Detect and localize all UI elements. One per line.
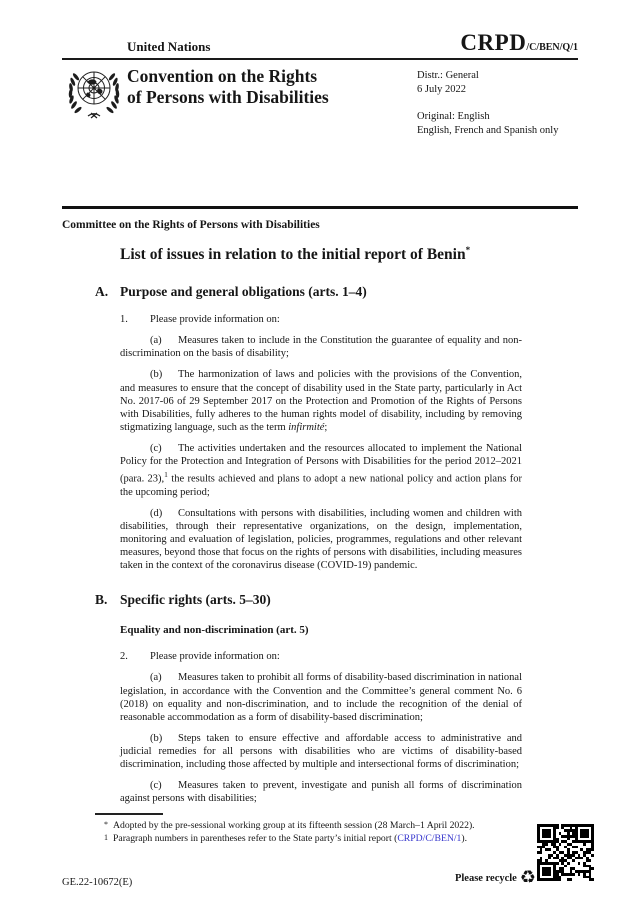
- footnote-text: Adopted by the pre-sessional working group at its fifteenth session (28 March–1 April 2022).: [113, 820, 475, 831]
- item-label: (b): [150, 732, 163, 744]
- paragraph-2b: [120, 732, 522, 771]
- header-rule: [62, 58, 578, 60]
- united-nations-label: United Nations: [127, 39, 211, 54]
- paragraph-number: 2.: [120, 651, 128, 663]
- languages-line: English, French and Spanish only: [417, 124, 559, 136]
- item-text-end: the results achieved and plans to adopt a new national policy and action plans for the upcoming period;: [120, 473, 522, 498]
- item-label: (a): [150, 335, 162, 347]
- paragraph-2: [120, 650, 522, 663]
- footnote-text-pre: Paragraph numbers in parentheses refer to the State party’s initial report (: [113, 833, 398, 844]
- report-symbol-link[interactable]: CRPD/C/BEN/1: [397, 833, 462, 844]
- distribution-info: [417, 69, 558, 137]
- italic-term: infirmité: [288, 421, 325, 433]
- page-title-text: List of issues in relation to the initial report of Benin: [120, 246, 466, 264]
- section-b-paragraphs: [120, 624, 522, 805]
- convention-title: [127, 66, 329, 107]
- footnote-reference: 1: [164, 470, 168, 480]
- convention-title-line1: Convention on the Rights: [127, 66, 318, 86]
- symbol-main: CRPD: [460, 30, 527, 55]
- section-a-heading: [95, 284, 578, 300]
- item-label: (b): [150, 369, 163, 381]
- un-emblem-icon: [61, 63, 127, 129]
- section-b-heading: [95, 592, 578, 608]
- footnote-symbol: *: [104, 820, 108, 829]
- item-text: The harmonization of laws and policies with the provisions of the Convention, and measures to ensure that the concept of disability used in the State party, particularly in Act No. 2017-06 of 29 September 2017 on the Protection and Promotion of the Rights of Persons with Disabilities, fully adheres to the human rights model of disability, including by removing stigmatizing language, such as the term: [120, 369, 522, 433]
- qr-code-icon: [537, 824, 594, 881]
- paragraph-text: Please provide information on:: [150, 651, 280, 663]
- original-language-line: Original: English: [417, 111, 490, 122]
- item-text: Steps taken to ensure effective and affordable access to administrative and judicial remedies for all persons with disabilities who are victims of disability-based discrimination, including those affected by multiple and intersectional forms of discrimination;: [120, 732, 522, 770]
- footnote-star: [95, 819, 531, 832]
- paragraph-2a: [120, 671, 522, 723]
- recycle-icon: ♻: [519, 867, 536, 888]
- footnote-text-post: ).: [461, 833, 468, 844]
- section-a-title: Purpose and general obligations (arts. 1–4): [120, 284, 367, 300]
- paragraph-1d: [120, 507, 522, 572]
- please-recycle: [455, 869, 536, 887]
- footnotes: [95, 819, 531, 845]
- document-number: GE.22-10672(E): [62, 877, 133, 888]
- item-label: (c): [150, 442, 162, 454]
- paragraph-1a: [120, 334, 522, 360]
- section-a-letter: A.: [95, 284, 109, 300]
- convention-title-line2: of Persons with Disabilities: [127, 86, 329, 107]
- recycle-label: Please recycle: [454, 872, 517, 884]
- document-body: [62, 219, 578, 805]
- footnote-1: [95, 832, 531, 845]
- title-footnote-mark: *: [465, 245, 471, 255]
- item-label: (d): [150, 507, 163, 519]
- spacer: [417, 96, 558, 110]
- section-divider-rule: [62, 206, 578, 209]
- paragraph-number: 1.: [120, 314, 128, 326]
- item-label: (a): [150, 672, 162, 684]
- committee-name: Committee on the Rights of Persons with Disabilities: [62, 219, 320, 231]
- distr-line: Distr.: General: [417, 70, 479, 81]
- page-title: [120, 245, 578, 264]
- item-text: Measures taken to include in the Constitution the guarantee of equality and non-discrimination on the basis of disability;: [120, 335, 522, 360]
- section-a-paragraphs: [120, 313, 522, 572]
- item-text: Consultations with persons with disabilities, including women and children with disabilities, through their representative organizations, on the design, implementation, monitoring and evaluation of legislation, policies, programmes, regulations and other relevant measures, beyond those that focus on the rights of persons with disabilities, including measures taken in the context of the coronavirus disease (COVID-19) pandemic.: [120, 507, 522, 572]
- document-symbol: [460, 30, 578, 56]
- paragraph-2c: [120, 779, 522, 805]
- section-b-letter: B.: [95, 592, 108, 608]
- paragraph-1: [120, 313, 522, 326]
- item-label: (c): [150, 780, 162, 792]
- item-text-end: ;: [324, 421, 328, 433]
- footnote-symbol: 1: [104, 833, 108, 842]
- symbol-suffix: /C/BEN/Q/1: [526, 42, 578, 53]
- section-b-title: Specific rights (arts. 5–30): [120, 592, 271, 608]
- item-text: Measures taken to prohibit all forms of disability-based discrimination in national legislation, in accordance with the Convention and the Committee’s general comment No. 6 (2018) on equality and non-discrimination, and to include the recognition of the denial of reasonable accommodation as a form of disability-based discrimination;: [120, 672, 522, 723]
- item-text: The activities undertaken and the resources allocated to implement the National Policy for the Protection and Integration of Persons with Disabilities for the period 2012–2021 (para. 23),: [120, 442, 522, 485]
- date-line: 6 July 2022: [417, 83, 467, 95]
- paragraph-1c: [120, 442, 522, 499]
- paragraph-text: Please provide information on:: [150, 314, 280, 326]
- item-text: Measures taken to prevent, investigate and punish all forms of discrimination against persons with disabilities;: [120, 780, 522, 805]
- footnote-separator-rule: [95, 813, 163, 815]
- paragraph-1b: [120, 368, 522, 433]
- article-subheading: Equality and non-discrimination (art. 5): [120, 624, 309, 637]
- footnote-text: [113, 832, 467, 845]
